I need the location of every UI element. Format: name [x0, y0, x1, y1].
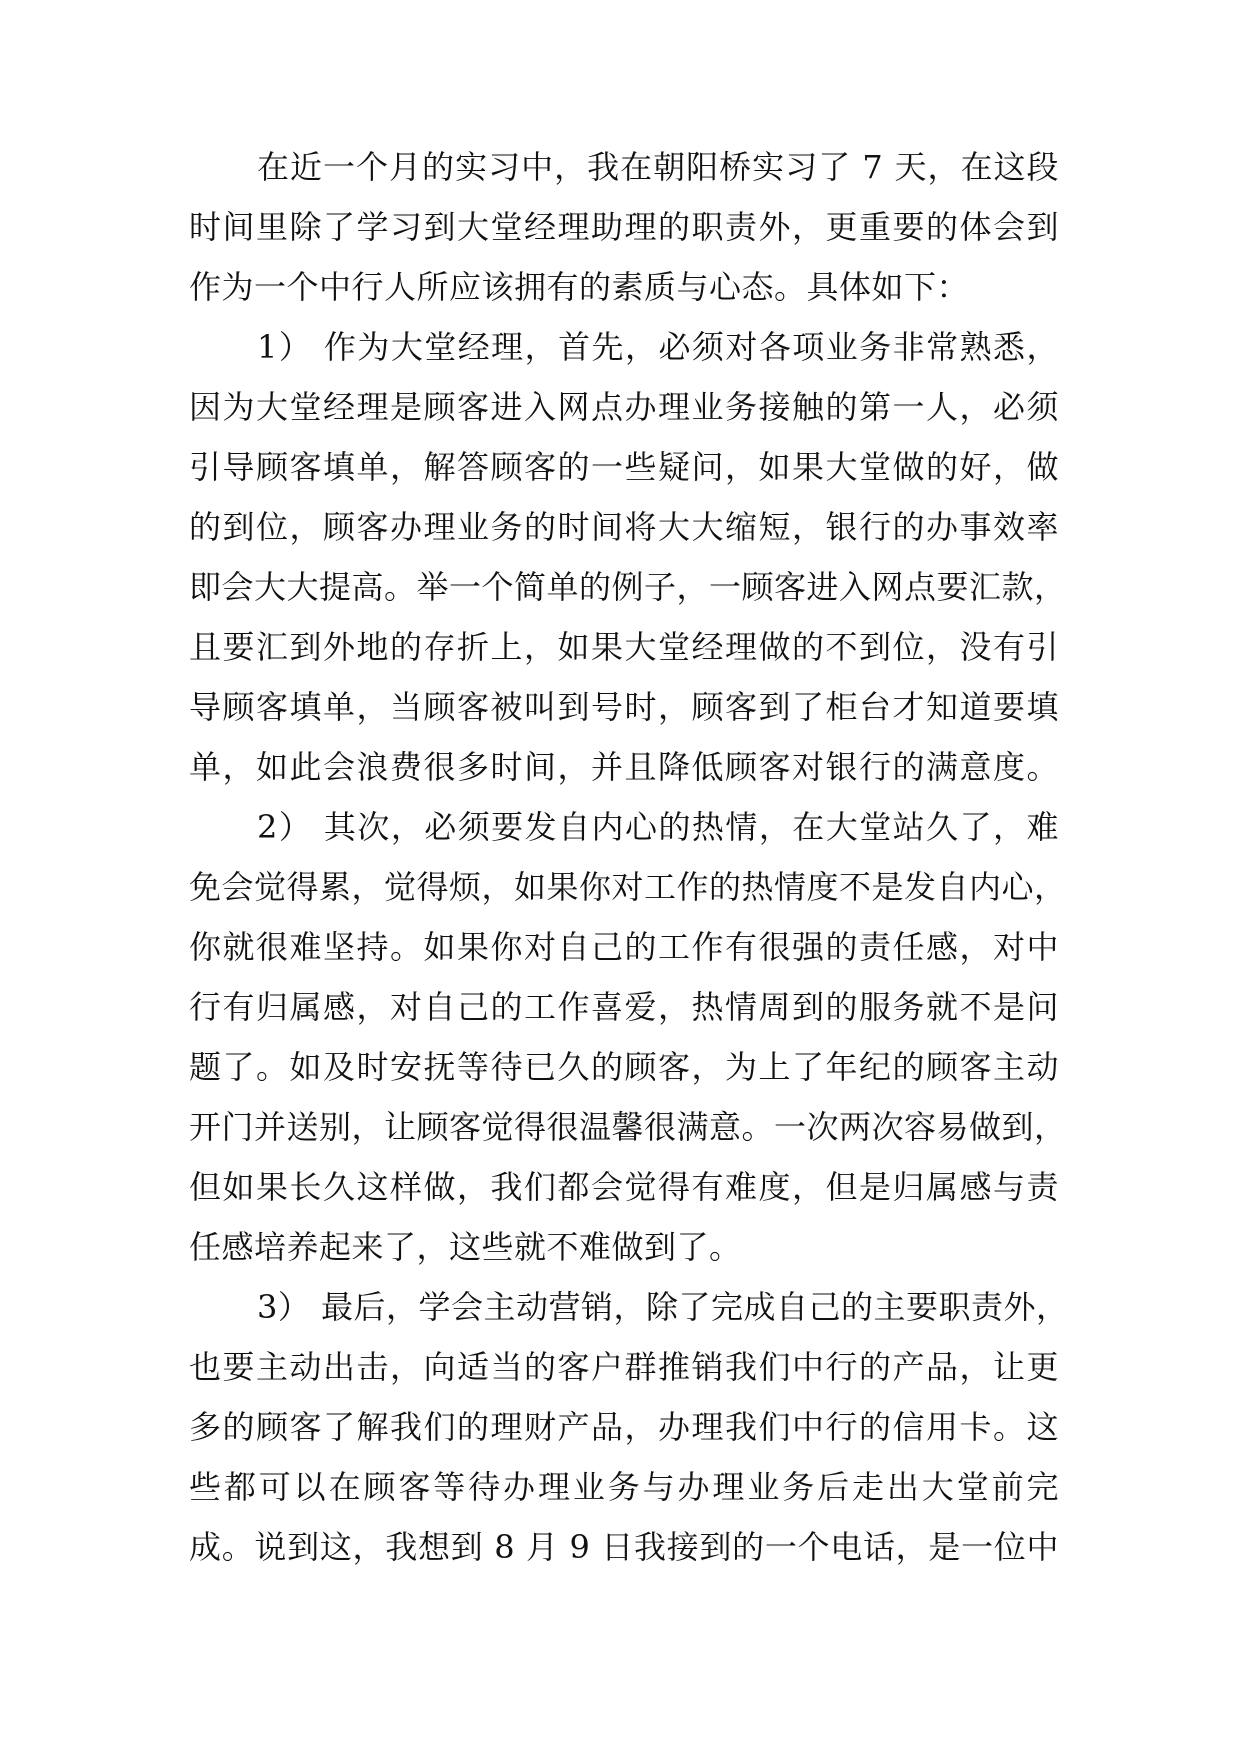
paragraph-2-line-1: 1） 作为大堂经理，首先，必须对各项业务非常熟悉，	[257, 328, 1059, 366]
paragraph-3-line-2: 免会觉得累，觉得烦，如果你对工作的热情度不是发自内心，	[189, 868, 1067, 906]
paragraph-3-line-4: 行有归属感，对自己的工作喜爱，热情周到的服务就不是问	[189, 988, 1059, 1026]
paragraph-3-line-6: 开门并送别，让顾客觉得很温馨很满意。一次两次容易做到，	[189, 1108, 1067, 1146]
paragraph-2-line-2: 因为大堂经理是顾客进入网点办理业务接触的第一人，必须	[189, 388, 1059, 426]
paragraph-4-line-3: 多的顾客了解我们的理财产品，办理我们中行的信用卡。这	[189, 1408, 1059, 1446]
paragraph-3-line-5: 题了。如及时安抚等待已久的顾客，为上了年纪的顾客主动	[189, 1048, 1059, 1086]
paragraph-2-line-6: 且要汇到外地的存折上，如果大堂经理做的不到位，没有引	[189, 628, 1059, 666]
paragraph-2-line-4: 的到位，顾客办理业务的时间将大大缩短，银行的办事效率	[189, 508, 1059, 546]
paragraph-1-line-1: 在近一个月的实习中，我在朝阳桥实习了 7 天，在这段	[257, 148, 1059, 186]
paragraph-4-line-2: 也要主动出击，向适当的客户群推销我们中行的产品，让更	[189, 1348, 1059, 1386]
paragraph-3-line-7: 但如果长久这样做，我们都会觉得有难度，但是归属感与责	[189, 1168, 1059, 1206]
paragraph-1-line-2: 时间里除了学习到大堂经理助理的职责外，更重要的体会到	[189, 208, 1059, 246]
paragraph-4-line-1: 3） 最后，学会主动营销，除了完成自己的主要职责外，	[257, 1288, 1069, 1326]
paragraph-4-line-5: 成。说到这，我想到 8 月 9 日我接到的一个电话，是一位中	[189, 1528, 1059, 1566]
paragraph-2-line-7: 导顾客填单，当顾客被叫到号时，顾客到了柜台才知道要填	[189, 688, 1059, 726]
paragraph-4-line-4: 些都可以在顾客等待办理业务与办理业务后走出大堂前完	[189, 1468, 1059, 1506]
paragraph-2-line-5: 即会大大提高。举一个简单的例子，一顾客进入网点要汇款，	[189, 568, 1067, 606]
paragraph-3-line-3: 你就很难坚持。如果你对自己的工作有很强的责任感，对中	[189, 928, 1059, 966]
paragraph-3-line-1: 2） 其次，必须要发自内心的热情，在大堂站久了，难	[257, 808, 1059, 846]
paragraph-3-line-8: 任感培养起来了，这些就不难做到了。	[189, 1228, 742, 1266]
paragraph-1-line-3: 作为一个中行人所应该拥有的素质与心态。具体如下：	[189, 268, 970, 306]
paragraph-2-line-8: 单，如此会浪费很多时间，并且降低顾客对银行的满意度。	[189, 748, 1059, 786]
paragraph-2-line-3: 引导顾客填单，解答顾客的一些疑问，如果大堂做的好，做	[189, 448, 1059, 486]
